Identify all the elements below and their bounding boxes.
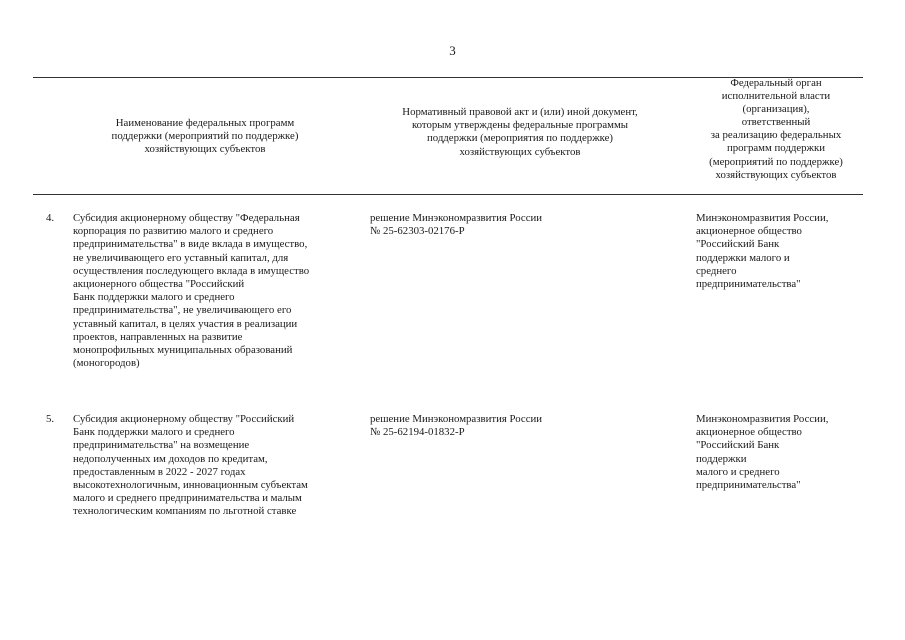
row-number: 4. — [46, 212, 55, 224]
row-document-text: решение Минэкономразвития России № 25-62303-02176-Р — [370, 212, 543, 238]
page-number: 3 — [449, 43, 456, 58]
row-document-text: решение Минэкономразвития России № 25-62194-01832-Р — [370, 413, 543, 439]
table-header-rule — [33, 194, 863, 195]
header-legal-act: Нормативный правовой акт и (или) иной документ, которым утверждены федеральные программы поддержки (мероприятия по поддержке) хозяйствующих субъектов — [402, 106, 638, 158]
header-program-name: Наименование федеральных программ поддержки (мероприятий по поддержке) хозяйствующих субъектов — [111, 117, 299, 156]
header-responsible-authority: Федеральный орган исполнительной власти (организация), ответственный за реализацию федеральных программ поддержки (мероприятий по поддержке) хозяйствующих субъектов — [709, 77, 843, 181]
row-authority-text: Минэкономразвития России, акционерное общество "Российский Банк поддержки малого и среднего предпринимательства" — [696, 212, 829, 291]
row-program-text: Субсидия акционерному обществу "Федеральная корпорация по развитию малого и среднего предпринимательства" в виде вклада в имущество, не увеличивающего его уставный капитал, для осуществления последующего вклада в имущество акционерного общества "Российский Банк поддержки малого и среднего предпринимательства", не увеличивающего его уставный капитал, в целях участия в реализации проектов, направленных на развитие монопрофильных муниципальных образований (моногородов) — [73, 212, 310, 370]
row-program-text: Субсидия акционерному обществу "Российский Банк поддержки малого и среднего предпринимательства" на возмещение недополученных им доходов по кредитам, предоставленным в 2022 - 2027 годах высокотехнологичным, инновационным субъектам малого и среднего предпринимательства и малым технологическим компаниям по льготной ставке — [73, 413, 308, 518]
row-number: 5. — [46, 413, 55, 425]
row-authority-text: Минэкономразвития России, акционерное общество "Российский Банк поддержки малого и среднего предпринимательства" — [696, 413, 829, 492]
